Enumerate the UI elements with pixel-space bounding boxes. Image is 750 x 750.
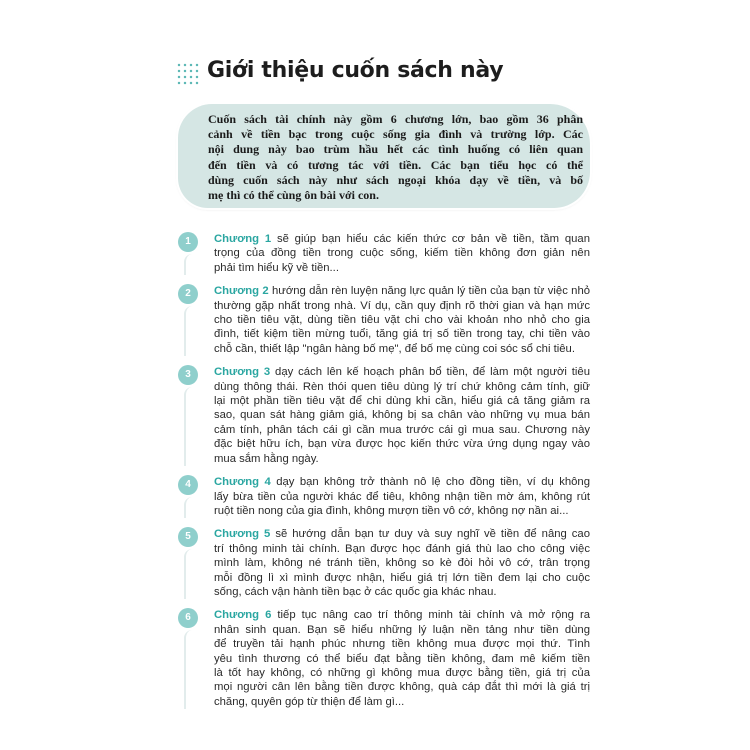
- intro-line: nội dung này bao trùm hầu hết các tình huống có liên quan: [208, 142, 583, 157]
- connector-line: [184, 497, 194, 518]
- chapter-line: mua sắm hằng ngày.: [214, 452, 319, 465]
- chapter-line-text: dạy bạn không trở thành nô lệ cho đồng tiền, ví dụ không: [270, 476, 590, 489]
- chapter-line: [214, 365, 590, 379]
- chapter-line: ruột tiền nong của gia đình, không mượn tiền vô cớ, không nợ nần ai...: [214, 504, 569, 517]
- chapter-line-text: tiếp tục nâng cao trí thông minh tài chính và mở rộng ra: [271, 609, 590, 622]
- dot-grid-icon: [176, 62, 200, 86]
- chapter-number-badge: 4: [178, 475, 198, 495]
- chapter-line: lấy bừa tiền của người khác để tiêu, không nhận tiền mờ ám, không rút: [214, 490, 590, 503]
- chapter-item: [178, 365, 590, 466]
- connector-line: [184, 387, 194, 466]
- chapter-line: đình, tiết kiệm tiền mừng tuổi, tăng giá trị số tiền trong tay, chi tiền vào: [214, 328, 590, 341]
- chapter-line: lại một phần tiền tiêu vặt để chi dùng khi cần, hiểu giá cả tăng giảm ra: [214, 395, 590, 408]
- chapter-description: [214, 608, 590, 709]
- chapter-line: cho tiền tiêu vặt, dùng tiền tiêu vặt chi cho vài khoản nho nhỏ cho gia: [214, 314, 590, 327]
- chapter-number-badge: 3: [178, 365, 198, 385]
- chapter-description: [214, 527, 590, 599]
- chapter-line: để truyền tải hạnh phúc nhưng tiền không mua được mọi thứ. Tình: [214, 638, 590, 651]
- chapter-line: thường gặp nhất trong nhà. Ví dụ, cần quy định rõ thời gian và hạn mức: [214, 299, 590, 312]
- chapter-label: Chương 5: [214, 528, 271, 541]
- chapter-line: phải tìm hiểu kỹ về tiền...: [214, 261, 339, 274]
- intro-line: đến tiền và có tương tác với tiền. Các bạn tiểu học có thể: [208, 157, 583, 172]
- chapter-line: đặc biệt hữu ích, bạn vừa được học kiến thức vừa ứng dụng ngay vào: [214, 438, 590, 451]
- intro-line: mẹ thì có thể cùng ôn bài với con.: [208, 188, 379, 203]
- chapter-number-badge: 6: [178, 608, 198, 628]
- chapter-label: Chương 2: [214, 285, 269, 298]
- chapter-label: Chương 3: [214, 366, 271, 379]
- chapter-line: dùng thông thái. Rèn thói quen tiêu dùng lý trí chứ không cảm tính, giữ: [214, 380, 590, 393]
- chapter-number-badge: 1: [178, 232, 198, 252]
- connector-line: [184, 630, 194, 709]
- connector-line: [184, 306, 194, 356]
- chapter-line: [214, 527, 590, 541]
- chapter-description: [214, 365, 590, 466]
- chapter-line: mọi người cân lên bằng tiền được không, quà cáp đắt thì mới là giá trị: [214, 681, 590, 694]
- chapter-item: [178, 608, 590, 709]
- page-title: Giới thiệu cuốn sách này: [207, 58, 504, 83]
- chapter-line-text: sẽ hướng dẫn bạn tư duy và suy nghĩ về tiền để nâng cao: [270, 528, 590, 541]
- chapter-line: [214, 608, 590, 622]
- chapter-item: [178, 232, 590, 275]
- chapter-list: [178, 232, 590, 709]
- chapter-line: nhân sinh quan. Bạn sẽ hiểu những lý luận nền tảng như tiền dùng: [214, 623, 590, 636]
- chapter-line: chỗ cần, thiết lập "ngân hàng bố mẹ", để bố mẹ cùng coi sóc sổ chi tiêu.: [214, 342, 575, 355]
- chapter-number-badge: 5: [178, 527, 198, 547]
- intro-line: Cuốn sách tài chính này gồm 6 chương lớn, bao gồm 36 phân: [208, 112, 583, 126]
- connector-line: [184, 549, 194, 599]
- connector-line: [184, 254, 194, 275]
- chapter-line: mỗi đồng lì xì mình được nhận, hiểu giá trị lớn tiền đem lại cho cuộc: [214, 571, 590, 584]
- intro-text: [208, 112, 583, 203]
- chapter-line: sao, quan sát hàng giảm giá, không bị sa chân vào những vụ mua bán: [214, 409, 590, 422]
- chapter-line: yêu tình thương có thể biểu đạt bằng tiền không, đam mê kiếm tiền: [214, 652, 590, 665]
- intro-line: cảnh về tiền bạc trong cuộc sống gia đình và trường lớp. Các: [208, 127, 583, 142]
- chapter-description: [214, 232, 590, 275]
- chapter-item: [178, 284, 590, 356]
- chapter-line-text: hướng dẫn rèn luyện năng lực quản lý tiền của bạn từ việc nhỏ: [268, 285, 591, 298]
- chapter-label: Chương 4: [214, 476, 271, 489]
- chapter-line: là tốt hay không, có những gì không mua được bằng tiền, giá trị của: [214, 666, 590, 679]
- chapter-item: [178, 527, 590, 599]
- chapter-line: [214, 284, 590, 298]
- chapter-line: [214, 232, 590, 246]
- chapter-line-text: dạy cách lên kế hoạch phân bổ tiền, để làm một người tiêu: [270, 366, 590, 379]
- intro-line: dùng cuốn sách này như sách ngoại khóa dạy về tiền, và bố: [208, 172, 583, 187]
- chapter-line: mình làm, không né tránh tiền, không so kè đòi hỏi vô cớ, trân trọng: [214, 557, 590, 570]
- chapter-line: [214, 475, 590, 489]
- chapter-line: cảm tính, phân tách cái gì cần mua trước cái gì mua sau. Chương này: [214, 423, 590, 436]
- chapter-line: sống, cách vận hành tiền bạc ở các quốc gia khác nhau.: [214, 585, 497, 598]
- chapter-label: Chương 1: [214, 233, 272, 245]
- chapter-description: [214, 284, 590, 356]
- chapter-line: trí thông minh tài chính. Bạn được học đánh giá thù lao cho công việc: [214, 542, 590, 555]
- chapter-description: [214, 475, 590, 518]
- chapter-item: [178, 475, 590, 518]
- chapter-number-badge: 2: [178, 284, 198, 304]
- chapter-label: Chương 6: [214, 609, 272, 622]
- chapter-line-text: sẽ giúp bạn hiểu các kiến thức cơ bản về tiền, tầm quan: [271, 233, 591, 245]
- chapter-line: trọng của đồng tiền trong cuộc sống, kiếm tiền không đơn giản nên: [214, 247, 590, 260]
- chapter-line: chăng, quyên góp từ thiện để làm gì...: [214, 695, 405, 708]
